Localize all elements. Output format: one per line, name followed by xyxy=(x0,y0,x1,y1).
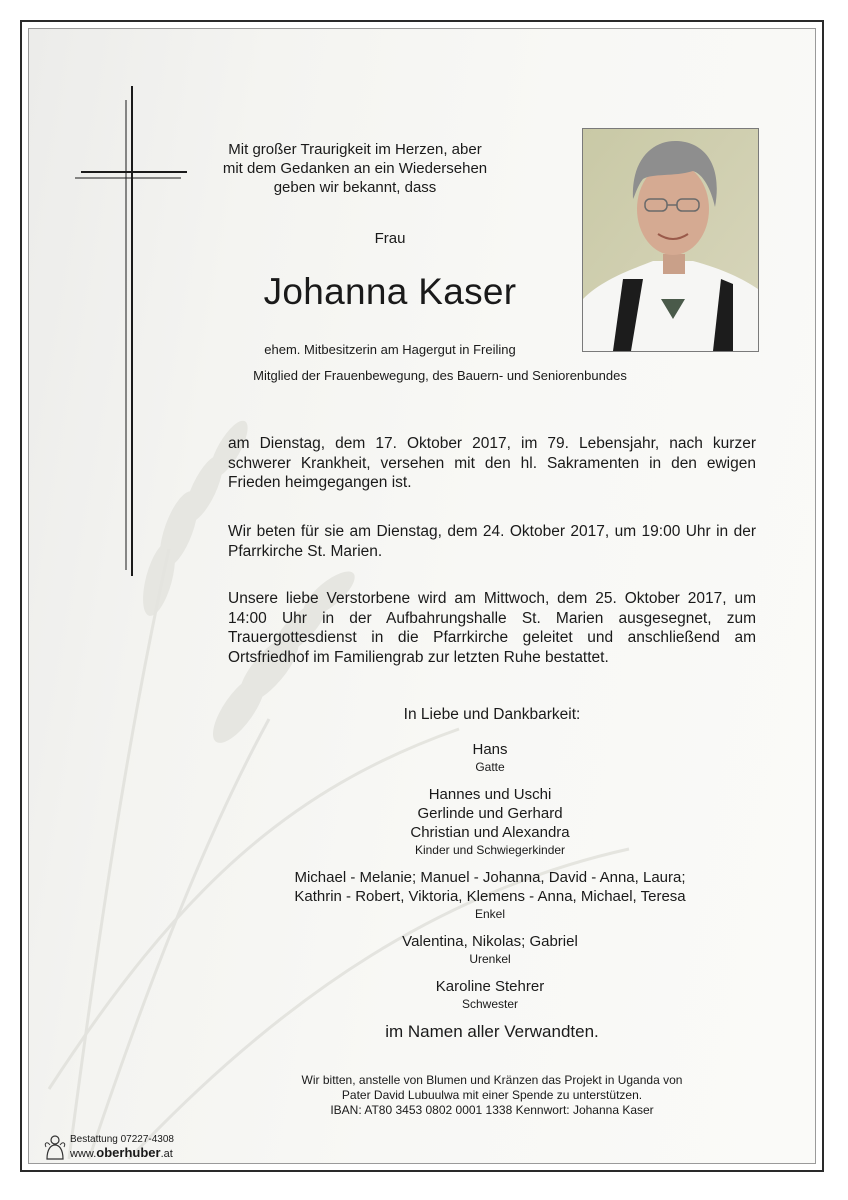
mourner-name: Hans xyxy=(472,741,508,758)
cross-icon xyxy=(75,86,190,576)
notice-line: IBAN: AT80 3453 0802 0001 1338 Kennwort: Johanna Kaser xyxy=(330,1103,654,1117)
prayer-paragraph: Wir beten für sie am Dienstag, dem 24. Oktober 2017, um 19:00 Uhr in der Pfarrkirche St. Marien. xyxy=(228,523,756,560)
undertaker-phone: 07227-4308 xyxy=(120,1134,174,1145)
mourner-group xyxy=(200,932,780,967)
salutation: Frau xyxy=(374,230,406,247)
mourner-relation: Gatte xyxy=(475,760,505,774)
portrait-photo xyxy=(582,128,759,352)
intro-line: geben wir bekannt, dass xyxy=(273,179,437,196)
occupation: ehem. Mitbesitzerin am Hagergut in Freiling xyxy=(264,342,516,357)
donation-notice xyxy=(228,1073,756,1118)
undertaker-website[interactable] xyxy=(70,1146,173,1161)
closing-line: im Namen aller Verwandten. xyxy=(385,1022,599,1041)
notice-line: Pater David Lubuulwa mit einer Spende zu unterstützen. xyxy=(341,1088,643,1102)
deceased-name: Johanna Kaser xyxy=(263,271,517,312)
mourner-relation: Schwester xyxy=(461,997,519,1011)
undertaker-name: Bestattung xyxy=(70,1134,118,1145)
thanks-heading: In Liebe und Dankbarkeit: xyxy=(403,706,581,723)
url-suffix: .at xyxy=(160,1148,173,1160)
mourner-name: Kathrin - Robert, Viktoria, Klemens - Anna, Michael, Teresa xyxy=(294,888,686,905)
undertaker-logo xyxy=(44,1133,224,1163)
mourner-name: Karoline Stehrer xyxy=(435,978,545,995)
mourner-group xyxy=(200,868,780,922)
funeral-paragraph: Unsere liebe Verstorbene wird am Mittwoch, dem 25. Oktober 2017, um 14:00 Uhr in der Aufbahrungshalle St. Marien ausgesegnet, zum Trauergottesdienst in die Pfarrkirche geleitet und anschließend am Ortsfriedhof im Familiengrab zur letzten Ruhe bestattet. xyxy=(228,590,756,666)
intro-line: mit dem Gedanken an ein Wiedersehen xyxy=(222,160,488,177)
mourner-group xyxy=(200,785,780,858)
intro-line: Mit großer Traurigkeit im Herzen, aber xyxy=(228,141,482,158)
mourner-group xyxy=(200,977,780,1012)
mourner-name: Hannes und Uschi xyxy=(428,786,552,803)
url-domain: oberhuber xyxy=(96,1145,161,1160)
angel-icon xyxy=(44,1133,66,1161)
mourner-relation: Kinder und Schwiegerkinder xyxy=(414,843,566,857)
notice-line: Wir bitten, anstelle von Blumen und Kränzen das Projekt in Uganda von xyxy=(301,1073,683,1087)
mourner-relation: Enkel xyxy=(474,907,506,921)
mourner-name: Michael - Melanie; Manuel - Johanna, David - Anna, Laura; xyxy=(294,869,686,886)
mourner-name: Gerlinde und Gerhard xyxy=(417,805,563,822)
death-notice-paragraph: am Dienstag, dem 17. Oktober 2017, im 79. Lebensjahr, nach kurzer schwerer Krankheit, versehen mit den hl. Sakramenten in den ewigen Frieden heimgegangen ist. xyxy=(228,435,756,491)
mourner-group xyxy=(200,740,780,775)
mourner-name: Valentina, Nikolas; Gabriel xyxy=(402,933,578,950)
intro-text xyxy=(220,140,490,197)
mourner-relation: Urenkel xyxy=(469,952,511,966)
url-prefix: www. xyxy=(70,1148,97,1160)
membership: Mitglied der Frauenbewegung, des Bauern- und Seniorenbundes xyxy=(253,368,627,383)
mourners-list xyxy=(200,740,780,1022)
mourner-name: Christian und Alexandra xyxy=(410,824,570,841)
